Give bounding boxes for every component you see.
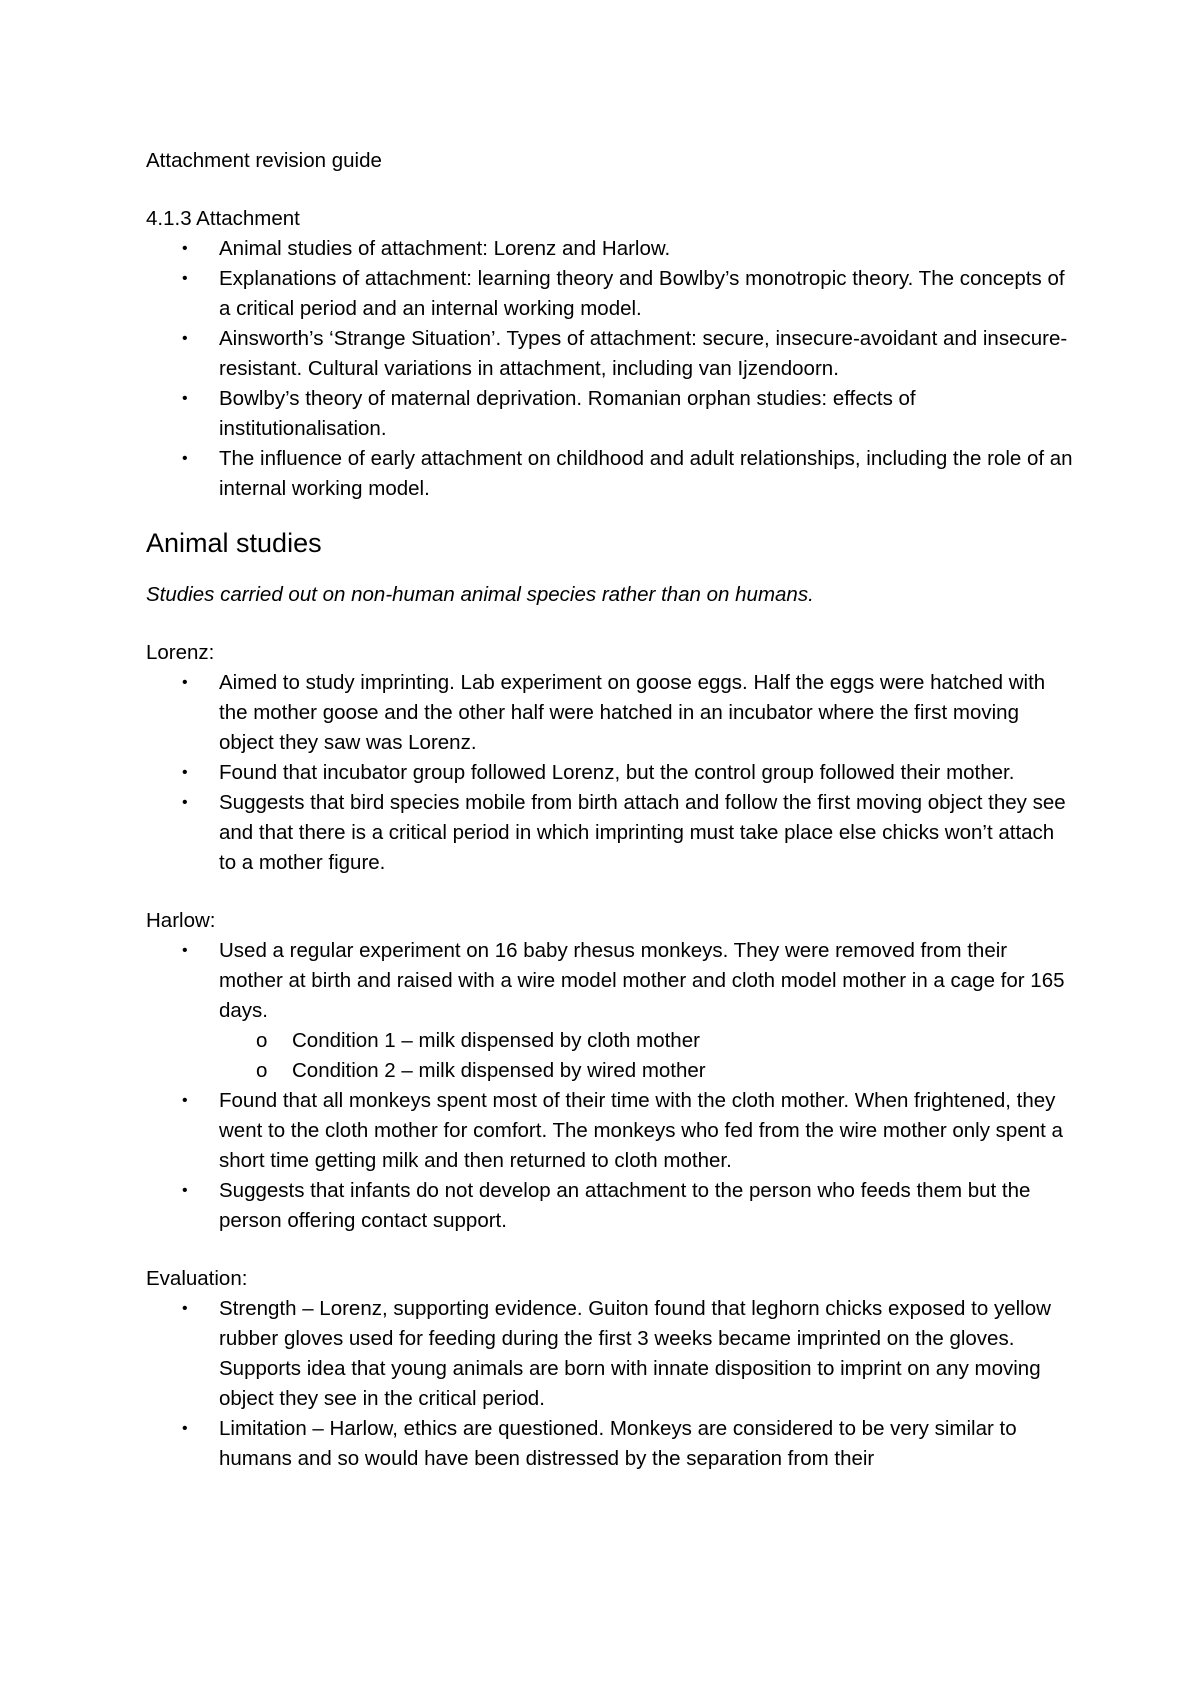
section-heading: Animal studies	[146, 528, 322, 558]
list-item	[182, 1086, 1076, 1176]
bullet-icon: •	[182, 330, 188, 347]
list-item-text: Explanations of attachment: learning theory and Bowlby’s monotropic theory. The concepts of a critical period and an internal working model.	[219, 267, 1065, 320]
list-item-text: Suggests that bird species mobile from birth attach and follow the first moving object they see and that there is a critical period in which imprinting must take place else chicks won’t attach to a mother figure.	[219, 791, 1066, 874]
list-item	[182, 1294, 1076, 1414]
evaluation-list	[146, 1294, 1076, 1474]
list-item	[182, 788, 1076, 878]
sub-list-item-text: Condition 1 – milk dispensed by cloth mother	[292, 1029, 700, 1052]
bullet-icon: •	[182, 390, 188, 407]
bullet-icon: •	[182, 942, 188, 959]
list-item-text: Suggests that infants do not develop an attachment to the person who feeds them but the person offering contact support.	[219, 1179, 1031, 1232]
list-item	[182, 758, 1076, 788]
list-item	[182, 384, 1076, 444]
list-item-text: Aimed to study imprinting. Lab experiment on goose eggs. Half the eggs were hatched with the mother goose and the other half were hatched in an incubator where the first moving object they saw was Lorenz.	[219, 671, 1046, 754]
lorenz-list	[146, 668, 1076, 878]
circle-bullet-icon: o	[256, 1059, 268, 1082]
spacer	[146, 176, 1076, 204]
spec-list	[146, 234, 1076, 504]
list-item	[182, 234, 1076, 264]
list-item-text: The influence of early attachment on childhood and adult relationships, including the role of an internal working model.	[219, 447, 1073, 500]
list-item-text: Bowlby’s theory of maternal deprivation. Romanian orphan studies: effects of institutionalisation.	[219, 387, 916, 440]
sub-list-item	[256, 1056, 1076, 1086]
spacer	[146, 1236, 1076, 1264]
bullet-icon: •	[182, 1092, 188, 1109]
harlow-list	[146, 936, 1076, 1236]
spec-label: 4.1.3 Attachment	[146, 207, 300, 230]
bullet-icon: •	[182, 1420, 188, 1437]
list-item-text: Used a regular experiment on 16 baby rhesus monkeys. They were removed from their mother at birth and raised with a wire model mother and cloth model mother in a cage for 165 days.	[219, 939, 1065, 1022]
list-item	[182, 668, 1076, 758]
sub-list-item-text: Condition 2 – milk dispensed by wired mother	[292, 1059, 706, 1082]
list-item	[182, 264, 1076, 324]
list-item	[182, 1176, 1076, 1236]
harlow-label: Harlow:	[146, 909, 216, 932]
lorenz-label: Lorenz:	[146, 641, 215, 664]
list-item	[182, 1414, 1076, 1474]
spacer	[146, 878, 1076, 906]
bullet-icon: •	[182, 1182, 188, 1199]
list-item	[182, 444, 1076, 504]
spacer	[146, 610, 1076, 638]
bullet-icon: •	[182, 270, 188, 287]
circle-bullet-icon: o	[256, 1029, 268, 1052]
evaluation-label: Evaluation:	[146, 1267, 248, 1290]
bullet-icon: •	[182, 450, 188, 467]
list-item	[182, 936, 1076, 1086]
list-item-text: Limitation – Harlow, ethics are questioned. Monkeys are considered to be very similar to humans and so would have been distressed by the separation from their	[219, 1417, 1017, 1470]
list-item-text: Found that incubator group followed Lorenz, but the control group followed their mother.	[219, 761, 1015, 784]
document-page	[146, 146, 1076, 1474]
list-item-text: Found that all monkeys spent most of their time with the cloth mother. When frightened, they went to the cloth mother for comfort. The monkeys who fed from the wire mother only spent a short time getting milk and then returned to cloth mother.	[219, 1089, 1063, 1172]
bullet-icon: •	[182, 794, 188, 811]
list-item-text: Animal studies of attachment: Lorenz and Harlow.	[219, 237, 671, 260]
conditions-list	[219, 1026, 1076, 1086]
bullet-icon: •	[182, 1300, 188, 1317]
definition-text: Studies carried out on non-human animal species rather than on humans.	[146, 583, 814, 606]
document-title: Attachment revision guide	[146, 149, 382, 172]
bullet-icon: •	[182, 674, 188, 691]
list-item	[182, 324, 1076, 384]
sub-list-item	[256, 1026, 1076, 1056]
bullet-icon: •	[182, 764, 188, 781]
list-item-text: Strength – Lorenz, supporting evidence. Guiton found that leghorn chicks exposed to yellow rubber gloves used for feeding during the first 3 weeks became imprinted on the gloves. Supports idea that young animals are born with innate disposition to imprint on any moving object they see in the critical period.	[219, 1297, 1051, 1410]
bullet-icon: •	[182, 240, 188, 257]
list-item-text: Ainsworth’s ‘Strange Situation’. Types of attachment: secure, insecure-avoidant and insecure-resistant. Cultural variations in attachment, including van Ijzendoorn.	[219, 327, 1068, 380]
